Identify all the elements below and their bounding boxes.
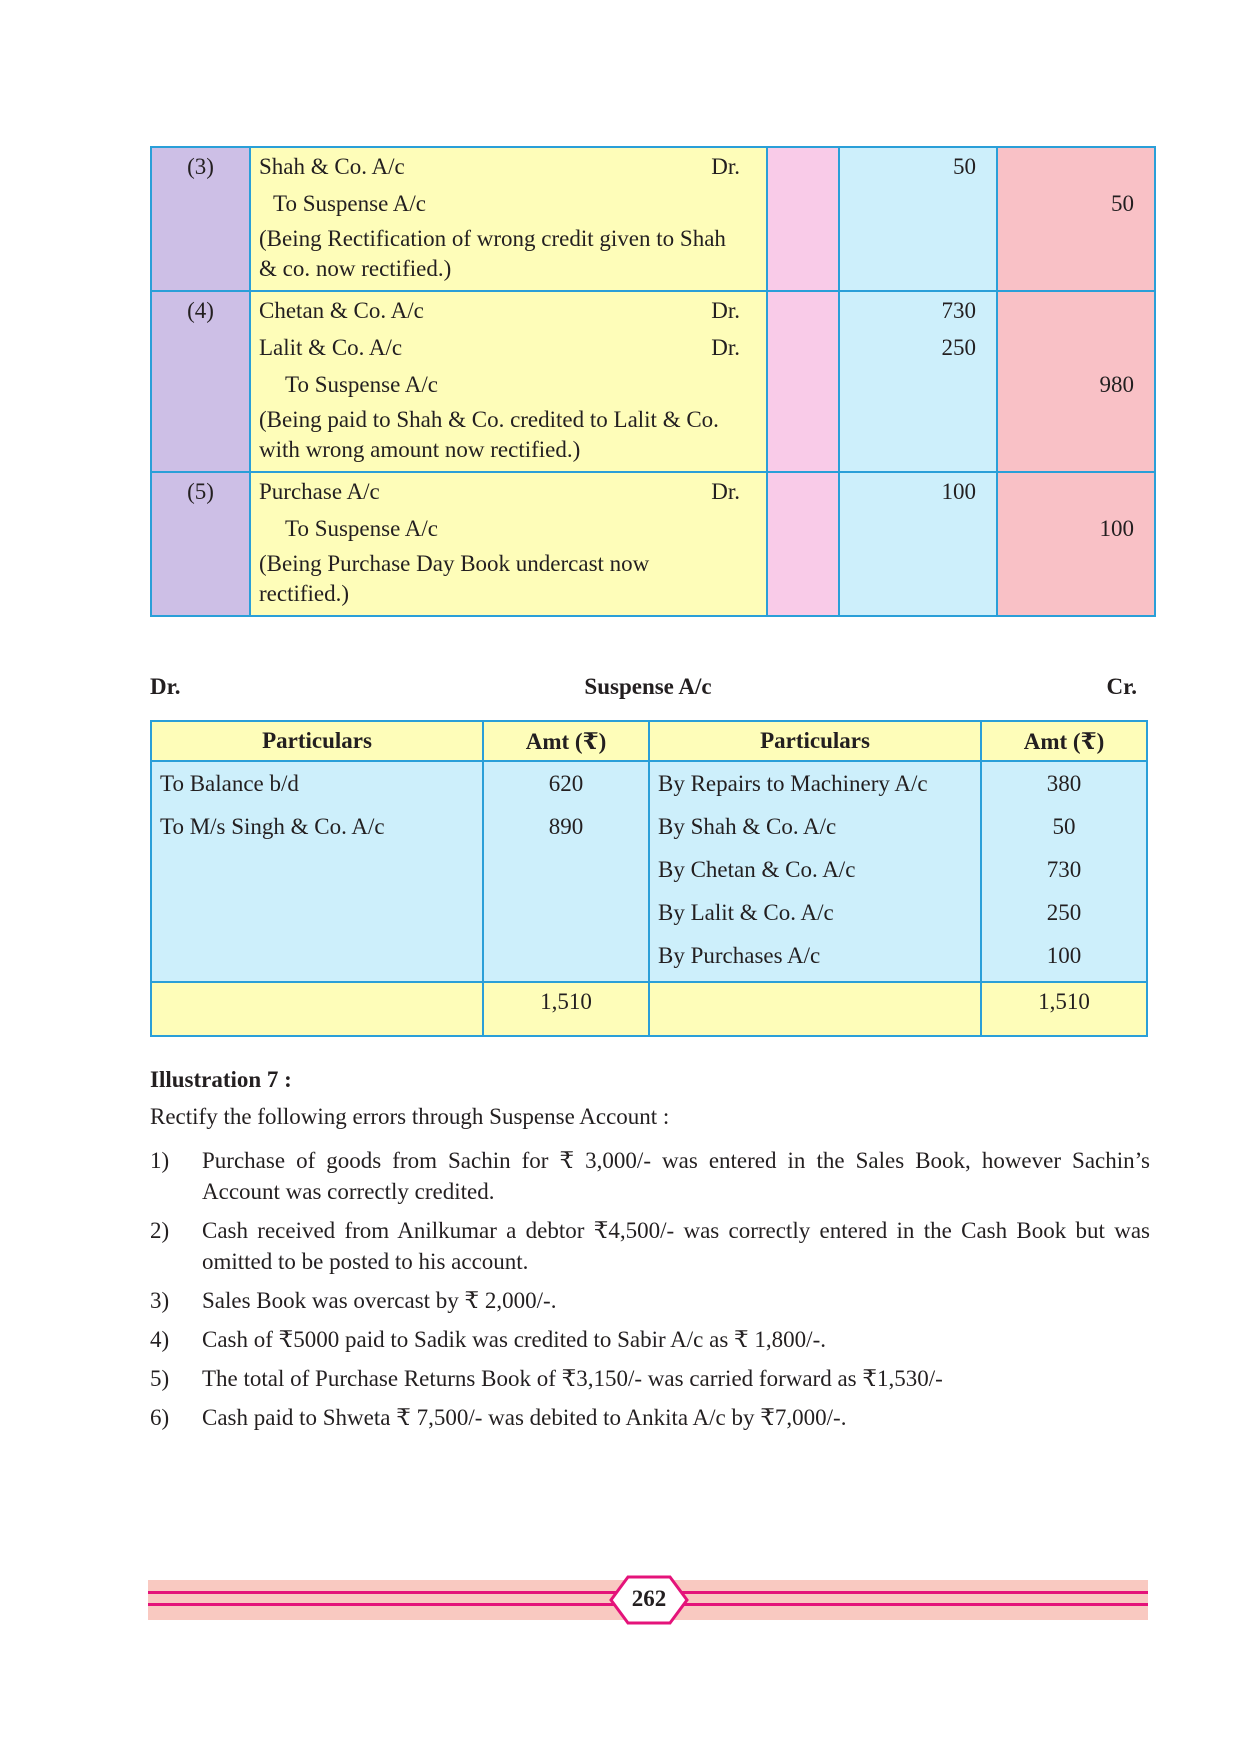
account-name: Shah & Co. A/c	[259, 154, 405, 179]
narration: (Being paid to Shah & Co. credited to Lalit & Co. with wrong amount now rectified.)	[259, 407, 719, 462]
header-particulars-cr: Particulars	[649, 721, 981, 761]
entry-line	[251, 473, 766, 510]
credit-amount: 730	[1046, 857, 1082, 882]
error-text: Cash of ₹5000 paid to Sadik was credited to Sabir A/c as ₹ 1,800/-.	[202, 1327, 826, 1352]
error-item	[150, 1145, 1150, 1207]
error-number: 2)	[150, 1218, 170, 1243]
error-number: 5)	[150, 1366, 170, 1391]
debit-amount	[840, 366, 996, 403]
header-particulars-dr: Particulars	[151, 721, 483, 761]
credit-amount: 100	[1099, 516, 1134, 541]
account-name: Purchase A/c	[259, 479, 380, 504]
error-item	[150, 1402, 1150, 1433]
account-name: Lalit & Co. A/c	[259, 335, 403, 360]
account-name: Chetan & Co. A/c	[259, 298, 424, 323]
entry-lf	[767, 291, 839, 472]
journal-entry-row	[151, 472, 1155, 616]
journal-table	[150, 146, 1156, 617]
ledger-cr-label: Cr.	[1106, 674, 1137, 699]
account-name: To Suspense A/c	[285, 372, 438, 397]
entry-lf	[767, 472, 839, 616]
entry-particulars	[250, 147, 767, 291]
credit-amount	[998, 473, 1154, 510]
error-item	[150, 1324, 1150, 1355]
total-blank-cr	[649, 982, 981, 1036]
debit-amount: 50	[953, 154, 976, 179]
error-list	[150, 1145, 1150, 1441]
entry-debit	[839, 472, 997, 616]
error-number: 6)	[150, 1405, 170, 1430]
credit-amount: 50	[1111, 191, 1134, 216]
debit-amount: 250	[941, 335, 976, 360]
ledger-total-row	[151, 982, 1147, 1036]
entry-line	[251, 366, 766, 403]
error-text: The total of Purchase Returns Book of ₹3,150/- was carried forward as ₹1,530/-	[202, 1366, 943, 1391]
entry-number: (5)	[151, 472, 250, 616]
total-blank-dr	[151, 982, 483, 1036]
ledger-body-row	[151, 761, 1147, 982]
credit-total: 1,510	[981, 982, 1147, 1036]
journal-entry-row	[151, 291, 1155, 472]
credit-amount: 980	[1099, 372, 1134, 397]
entry-number: (4)	[151, 291, 250, 472]
credit-amounts-cell	[981, 761, 1147, 982]
entry-line	[251, 148, 766, 185]
entry-debit	[839, 147, 997, 291]
dr-tag: Dr.	[711, 335, 740, 360]
entry-line	[251, 510, 766, 547]
error-text: Sales Book was overcast by ₹ 2,000/-.	[202, 1288, 557, 1313]
credit-particular: By Shah & Co. A/c	[658, 814, 837, 839]
entry-particulars	[250, 472, 767, 616]
debit-amount: 890	[548, 814, 584, 839]
illustration-heading: Illustration 7 :	[150, 1067, 292, 1092]
debit-total: 1,510	[483, 982, 649, 1036]
ledger-dr-label: Dr.	[150, 674, 181, 699]
error-number: 1)	[150, 1148, 170, 1173]
debit-particular: To M/s Singh & Co. A/c	[160, 814, 385, 839]
debit-particular: To Balance b/d	[160, 771, 299, 796]
error-text: Cash paid to Shweta ₹ 7,500/- was debited to Ankita A/c by ₹7,000/-.	[202, 1405, 847, 1430]
debit-amounts-cell	[483, 761, 649, 982]
error-item	[150, 1363, 1150, 1394]
credit-amount	[998, 148, 1154, 185]
journal-entry-row	[151, 147, 1155, 291]
entry-lf	[767, 147, 839, 291]
dr-tag: Dr.	[711, 479, 740, 504]
credit-amount: 250	[1046, 900, 1082, 925]
account-name: To Suspense A/c	[273, 191, 426, 216]
debit-particulars-cell	[151, 761, 483, 982]
debit-amount: 730	[941, 298, 976, 323]
error-text: Purchase of goods from Sachin for ₹ 3,000/- was entered in the Sales Book, however Sachin’s Account was correctly credited.	[202, 1148, 1150, 1204]
header-amount-dr: Amt (₹)	[483, 721, 649, 761]
entry-credit	[997, 472, 1155, 616]
debit-amount: 620	[548, 771, 584, 796]
credit-amount: 380	[1046, 771, 1082, 796]
error-item	[150, 1215, 1150, 1277]
entry-debit	[839, 291, 997, 472]
header-amount-cr: Amt (₹)	[981, 721, 1147, 761]
credit-particulars-cell	[649, 761, 981, 982]
credit-particular: By Lalit & Co. A/c	[658, 900, 834, 925]
debit-amount	[840, 185, 996, 222]
dr-tag: Dr.	[711, 298, 740, 323]
suspense-ledger-table	[150, 720, 1148, 1037]
credit-amount: 100	[1046, 943, 1082, 968]
illustration-intro: Rectify the following errors through Suspense Account :	[150, 1104, 670, 1129]
error-number: 3)	[150, 1288, 170, 1313]
ledger-title: Suspense A/c	[584, 674, 712, 699]
page-number: 262	[631, 1586, 667, 1611]
credit-amount	[998, 329, 1154, 366]
debit-amount	[840, 510, 996, 547]
narration: (Being Purchase Day Book undercast now rectified.)	[259, 551, 650, 606]
entry-credit	[997, 291, 1155, 472]
credit-amount	[998, 292, 1154, 329]
debit-amount: 100	[941, 479, 976, 504]
entry-number: (3)	[151, 147, 250, 291]
error-number: 4)	[150, 1327, 170, 1352]
entry-line	[251, 185, 766, 222]
account-name: To Suspense A/c	[285, 516, 438, 541]
narration: (Being Rectification of wrong credit given to Shah & co. now rectified.)	[259, 226, 726, 281]
error-text: Cash received from Anilkumar a debtor ₹4,500/- was correctly entered in the Cash Book but was omitted to be posted to his account.	[202, 1218, 1150, 1274]
entry-credit	[997, 147, 1155, 291]
credit-particular: By Chetan & Co. A/c	[658, 857, 856, 882]
entry-particulars	[250, 291, 767, 472]
credit-particular: By Purchases A/c	[658, 943, 821, 968]
error-item	[150, 1285, 1150, 1316]
entry-line	[251, 292, 766, 329]
dr-tag: Dr.	[711, 154, 740, 179]
entry-line	[251, 329, 766, 366]
credit-particular: By Repairs to Machinery A/c	[658, 771, 928, 796]
ledger-header-row	[151, 721, 1147, 761]
credit-amount: 50	[1052, 814, 1076, 839]
